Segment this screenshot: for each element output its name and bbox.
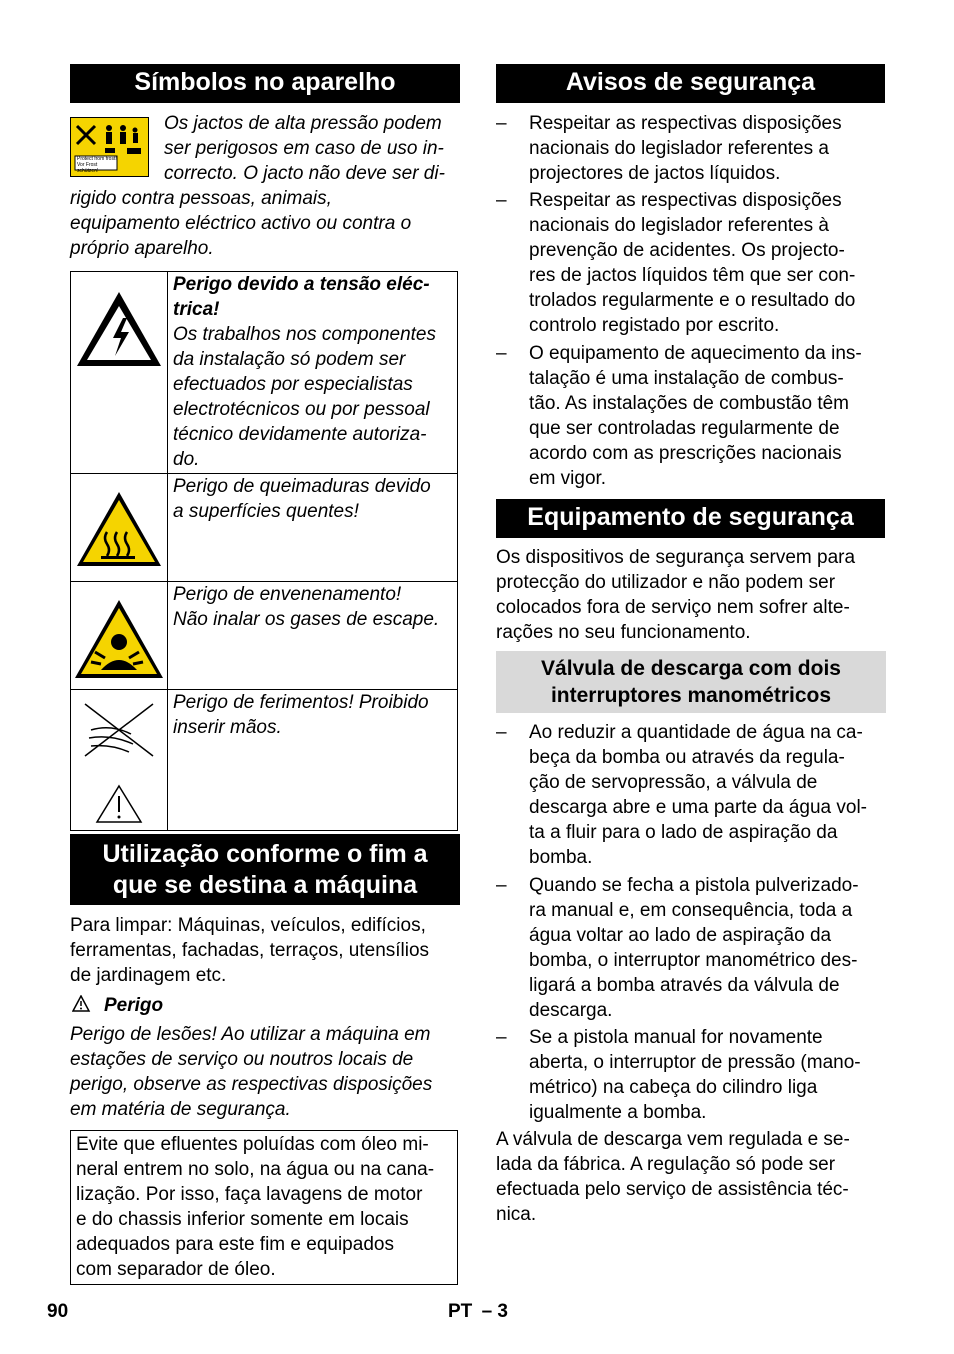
symbol-row-hand: [70, 689, 458, 831]
list-item: – O equipamento de aquecimento da ins- talação é uma instalação de combus- tão. As instalações de combustão têm que ser controladas regularmente de acordo com as prescrições nacionais em vigor.: [496, 343, 862, 489]
symbol-row-poison: [70, 581, 458, 690]
usage-heading-line-1: Utilização conforme o fim a: [102, 840, 428, 868]
env-line-5: adequados para este fim e equipados: [76, 1234, 394, 1255]
valve-heading-line-2: interruptores manométricos: [550, 684, 832, 707]
label-text-1: Protect from frost!: [77, 156, 117, 162]
hand-body-1: Perigo de ferimentos! Proibido: [173, 692, 429, 713]
electric-body-6: do.: [173, 449, 200, 470]
hand-injury-icon: [71, 690, 168, 830]
env-line-3: lização. Por isso, faça lavagens de motor: [76, 1184, 423, 1205]
usage-heading-line-2: que se destina a máquina: [112, 871, 418, 899]
valve-heading-line-1: Válvula de descarga com dois: [541, 657, 841, 680]
electric-body-1: Os trabalhos nos componentes: [173, 324, 436, 345]
equipment-heading: Equipamento de segurança: [496, 499, 885, 538]
hand-body-2: inserir mãos.: [173, 717, 282, 738]
valve-heading: [496, 651, 886, 713]
symbol-row-hot: [70, 473, 458, 582]
electric-body-5: técnico devidamente autoriza-: [173, 424, 427, 445]
label-text-2: Vor Frost schützen!: [77, 162, 99, 174]
electric-hazard-icon: [71, 272, 168, 473]
electric-title-1: Perigo devido a tensão eléc-: [173, 274, 430, 295]
symbols-heading: Símbolos no aparelho: [70, 64, 460, 103]
list-item: – Se a pistola manual for novamente aberta, o interruptor de pressão (mano- métrico) na cabeça do cilindro liga igualmente a bomba.: [496, 1027, 861, 1123]
env-line-2: neral entrem no solo, na água ou na cana-: [76, 1159, 435, 1180]
env-line-6: com separador de óleo.: [76, 1259, 276, 1280]
electric-body-3: efectuados por especialistas: [173, 374, 413, 395]
device-label-icon: [70, 117, 149, 177]
poison-body-2: Não inalar os gases de escape.: [173, 609, 440, 630]
poison-body-1: Perigo de envenenamento!: [173, 584, 402, 605]
list-item: – Respeitar as respectivas disposições nacionais do legislador referentes à prevenção de acidentes. Os projecto- res de jactos líquidos têm que ser con- trolados regularmente e o resultado do controlo registado por escrito.: [496, 190, 856, 336]
footer-section: PT – 3: [448, 1301, 508, 1322]
environment-box: [70, 1130, 458, 1285]
poison-gas-icon: [71, 582, 168, 689]
list-item: – Ao reduzir a quantidade de água na ca- beça da bomba ou através da regula- ção de servopressão, a válvula de descarga abre e uma parte da água vol- ta a fluir para o lado de aspiração da bomba.: [496, 722, 867, 868]
env-line-4: e do chassis inferior somente em locais: [76, 1209, 409, 1230]
hot-body-1: Perigo de queimaduras devido: [173, 476, 431, 497]
warning-triangle-icon: [72, 995, 94, 1013]
symbol-row-electric: [70, 271, 458, 474]
safety-heading: Avisos de segurança: [496, 64, 885, 103]
list-item: – Respeitar as respectivas disposições nacionais do legislador referentes a projectores de jactos líquidos.: [496, 113, 842, 184]
list-item: – Quando se fecha a pistola pulverizado- ra manual e, em consequência, toda a água voltar ao lado de aspiração da bomba, o interruptor manométrico des- ligará a bomba através da válvula de descarga.: [496, 875, 859, 1021]
env-line-1: Evite que efluentes poluídas com óleo mi-: [76, 1134, 429, 1155]
page-number: 90: [47, 1301, 69, 1322]
hot-surface-icon: [71, 474, 168, 581]
electric-body-2: da instalação só podem ser: [173, 349, 406, 370]
electric-body-4: electrotécnicos ou por pessoal: [173, 399, 430, 420]
usage-heading: [70, 834, 460, 905]
electric-title-2: trica!: [173, 299, 220, 320]
hot-body-2: a superfícies quentes!: [173, 501, 359, 522]
